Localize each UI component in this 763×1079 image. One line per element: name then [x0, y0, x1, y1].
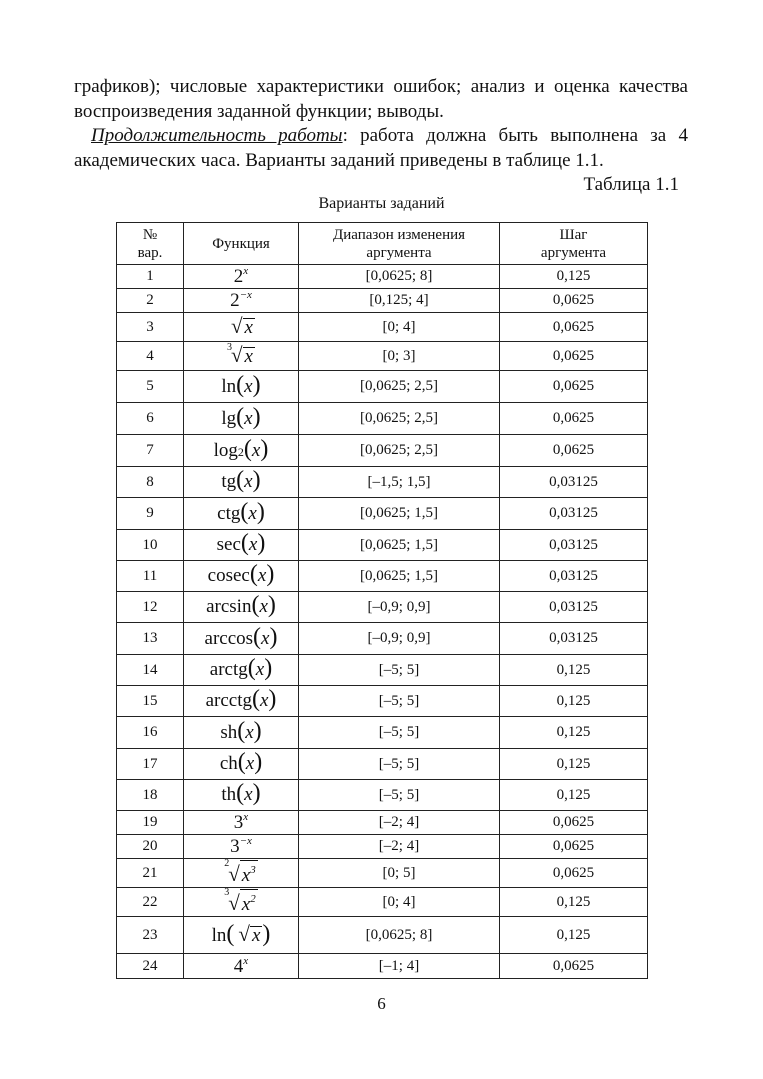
cell-range: [0,0625; 2,5] [299, 403, 500, 435]
cell-function: arcctg(x) [184, 686, 299, 717]
cell-range: [–2; 4] [299, 835, 500, 859]
cell-range: [0,0625; 1,5] [299, 561, 500, 592]
cell-variant-number: 18 [117, 780, 184, 811]
cell-range: [0,0625; 2,5] [299, 371, 500, 403]
cell-function [184, 342, 299, 371]
cell-function: ln( √ x ) [184, 917, 299, 954]
cell-range: [0; 4] [299, 888, 500, 917]
cell-variant-number: 21 [117, 859, 184, 888]
cell-step: 0,03125 [500, 467, 648, 498]
cell-step: 0,0625 [500, 289, 648, 313]
radical-icon: 2 √ $x^3$ [224, 858, 256, 886]
cell-variant-number: 15 [117, 686, 184, 717]
cell-range: [–0,9; 0,9] [299, 623, 500, 655]
variants-table [116, 222, 648, 979]
cell-step: 0,03125 [500, 592, 648, 623]
table-row [117, 888, 648, 917]
cell-variant-number: 12 [117, 592, 184, 623]
cell-range: [–5; 5] [299, 655, 500, 686]
cell-function: 3$^x$ [184, 811, 299, 835]
table-row [117, 530, 648, 561]
cell-step: 0,125 [500, 888, 648, 917]
cell-variant-number: 17 [117, 749, 184, 780]
header-step: Шаг аргумента [500, 223, 648, 265]
cell-variant-number: 1 [117, 265, 184, 289]
cell-function: tg(x) [184, 467, 299, 498]
cell-variant-number: 4 [117, 342, 184, 371]
cell-step: 0,0625 [500, 313, 648, 342]
cell-function: $2^{-x}$ [184, 289, 299, 313]
cell-variant-number: 14 [117, 655, 184, 686]
cell-step: 0,0625 [500, 835, 648, 859]
cell-range: [0,0625; 1,5] [299, 498, 500, 530]
table-row [117, 859, 648, 888]
cell-range: [–0,9; 0,9] [299, 592, 500, 623]
table-row [117, 954, 648, 979]
cell-step: 0,125 [500, 265, 648, 289]
cell-step: 0,03125 [500, 530, 648, 561]
table-row [117, 592, 648, 623]
cell-function: sh(x) [184, 717, 299, 749]
cell-variant-number: 16 [117, 717, 184, 749]
cell-variant-number: 2 [117, 289, 184, 313]
cell-step: 0,125 [500, 655, 648, 686]
cell-variant-number: 10 [117, 530, 184, 561]
table-row [117, 265, 648, 289]
cell-range: [–5; 5] [299, 749, 500, 780]
cell-step: 0,125 [500, 917, 648, 954]
cell-function [184, 313, 299, 342]
cell-variant-number: 22 [117, 888, 184, 917]
cell-function [184, 888, 299, 917]
table-caption: Варианты заданий [318, 195, 445, 212]
cell-step: 0,0625 [500, 342, 648, 371]
table-row [117, 835, 648, 859]
cell-variant-number: 13 [117, 623, 184, 655]
paragraph-1: графиков); числовые характеристики ошибок; анализ и оценка качества воспроизведения заданной функции; выводы. [74, 76, 688, 122]
cell-variant-number: 8 [117, 467, 184, 498]
radical-icon: 3 √ $x^2$ [224, 887, 256, 915]
cell-function: lg(x) [184, 403, 299, 435]
cell-step: 0,0625 [500, 859, 648, 888]
cell-function: arctg(x) [184, 655, 299, 686]
cell-range: [–5; 5] [299, 780, 500, 811]
cell-function: sec(x) [184, 530, 299, 561]
cell-variant-number: 5 [117, 371, 184, 403]
cell-range: [0; 3] [299, 342, 500, 371]
cell-range: [–5; 5] [299, 686, 500, 717]
cell-step: 0,0625 [500, 371, 648, 403]
cell-variant-number: 23 [117, 917, 184, 954]
header-function: Функция [184, 223, 299, 265]
cell-variant-number: 24 [117, 954, 184, 979]
cell-range: [0,0625; 8] [299, 917, 500, 954]
table-row [117, 371, 648, 403]
duration-text: : работа должна быть выполнена за 4 академических часа. Варианты заданий приведены в таблице 1.1. [74, 125, 688, 171]
cell-step: 0,0625 [500, 435, 648, 467]
cell-function [184, 859, 299, 888]
cell-range: [–5; 5] [299, 717, 500, 749]
cell-function: ch(x) [184, 749, 299, 780]
table-body [117, 265, 648, 979]
cell-range: [–2; 4] [299, 811, 500, 835]
table-row [117, 313, 648, 342]
table-row [117, 917, 648, 954]
table-row [117, 686, 648, 717]
table-row [117, 435, 648, 467]
table-row [117, 467, 648, 498]
cell-range: [0,0625; 8] [299, 265, 500, 289]
cell-function: $3^{-x}$ [184, 835, 299, 859]
radical-icon: √ x [231, 314, 253, 338]
cell-range: [0,0625; 1,5] [299, 530, 500, 561]
cell-variant-number: 3 [117, 313, 184, 342]
table-row [117, 780, 648, 811]
cell-variant-number: 6 [117, 403, 184, 435]
cell-range: [0,125; 4] [299, 289, 500, 313]
table-label: Таблица 1.1 [583, 174, 679, 195]
cell-step: 0,125 [500, 717, 648, 749]
table-row [117, 403, 648, 435]
cell-step: 0,125 [500, 686, 648, 717]
page-number: 6 [377, 994, 386, 1013]
header-variant-number: № вар. [117, 223, 184, 265]
table-row [117, 623, 648, 655]
cell-range: [0; 4] [299, 313, 500, 342]
cell-function: ln(x) [184, 371, 299, 403]
table-row [117, 655, 648, 686]
cell-range: [–1; 4] [299, 954, 500, 979]
table-row [117, 561, 648, 592]
cell-function: 4$^x$ [184, 954, 299, 979]
cell-step: 0,0625 [500, 811, 648, 835]
table-row [117, 811, 648, 835]
paragraph-2 [74, 123, 688, 173]
table-row [117, 289, 648, 313]
table-row [117, 342, 648, 371]
cell-step: 0,03125 [500, 561, 648, 592]
cell-step: 0,0625 [500, 403, 648, 435]
cell-range: [0; 5] [299, 859, 500, 888]
header-range: Диапазон изменения аргумента [299, 223, 500, 265]
duration-label: Продолжительность работы [91, 125, 343, 146]
cell-function: 2$^x$ [184, 265, 299, 289]
cell-step: 0,03125 [500, 498, 648, 530]
radical-icon: 3 √ x [227, 342, 253, 367]
cell-variant-number: 19 [117, 811, 184, 835]
cell-step: 0,125 [500, 780, 648, 811]
cell-range: [–1,5; 1,5] [299, 467, 500, 498]
table-row [117, 498, 648, 530]
cell-step: 0,03125 [500, 623, 648, 655]
cell-variant-number: 9 [117, 498, 184, 530]
cell-function: th(x) [184, 780, 299, 811]
cell-range: [0,0625; 2,5] [299, 435, 500, 467]
cell-step: 0,125 [500, 749, 648, 780]
cell-variant-number: 7 [117, 435, 184, 467]
cell-function: arccos(x) [184, 623, 299, 655]
cell-variant-number: 20 [117, 835, 184, 859]
cell-variant-number: 11 [117, 561, 184, 592]
cell-function: log2(x) [184, 435, 299, 467]
table-row [117, 749, 648, 780]
table-header-row [117, 223, 648, 265]
cell-step: 0,0625 [500, 954, 648, 979]
cell-function: arcsin(x) [184, 592, 299, 623]
radical-icon: √ x [238, 922, 261, 946]
table-row [117, 717, 648, 749]
cell-function: ctg(x) [184, 498, 299, 530]
cell-function: cosec(x) [184, 561, 299, 592]
